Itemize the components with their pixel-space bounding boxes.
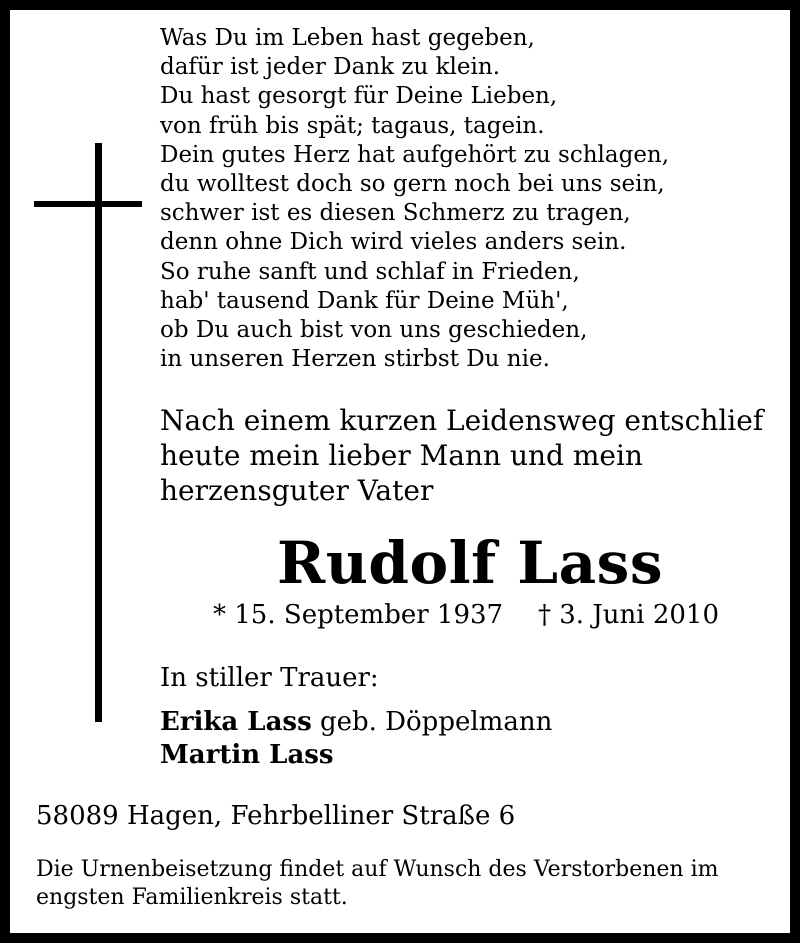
- announcement-line: herzensguter Vater: [160, 474, 434, 507]
- birth-date: * 15. September 1937: [213, 600, 504, 630]
- poem-line: denn ohne Dich wird vieles anders sein.: [160, 229, 627, 256]
- poem-line: ob Du auch bist von uns geschieden,: [160, 317, 588, 344]
- poem-line: hab' tausend Dank für Deine Müh',: [160, 287, 569, 314]
- memorial-poem: [160, 24, 669, 374]
- poem-line: Was Du im Leben hast gegeben,: [160, 25, 535, 51]
- announcement-line: heute mein lieber Mann und mein: [160, 439, 643, 472]
- notice-line: Die Urnenbeisetzung findet auf Wunsch des Verstorbenen im: [36, 857, 719, 882]
- family-member: [160, 706, 552, 739]
- family-member: [160, 739, 552, 772]
- deceased-name: Rudolf Lass: [277, 529, 663, 597]
- mourning-label: In stiller Trauer:: [160, 663, 379, 693]
- poem-line: du wolltest doch so gern noch bei uns sein,: [160, 171, 665, 198]
- poem-line: schwer ist es diesen Schmerz zu tragen,: [160, 200, 631, 227]
- family-member-suffix: geb. Döppelmann: [311, 707, 553, 737]
- family-member-name: Erika Lass: [160, 707, 312, 737]
- address: 58089 Hagen, Fehrbelliner Straße 6: [36, 801, 516, 831]
- poem-line: in unseren Herzen stirbst Du nie.: [160, 346, 550, 373]
- announcement-text: [160, 403, 763, 508]
- family-list: [160, 706, 552, 772]
- cross-horizontal-bar: [34, 201, 142, 207]
- poem-line: von früh bis spät; tagaus, tagein.: [160, 112, 545, 139]
- burial-notice: [36, 856, 718, 912]
- poem-line: dafür ist jeder Dank zu klein.: [160, 54, 501, 81]
- poem-line: Dein gutes Herz hat aufgehört zu schlagen,: [160, 141, 670, 168]
- poem-line: Du hast gesorgt für Deine Lieben,: [160, 83, 558, 110]
- notice-line: engsten Familienkreis statt.: [36, 885, 348, 910]
- cross-vertical-bar: [95, 143, 102, 722]
- family-member-name: Martin Lass: [160, 740, 334, 770]
- death-date: † 3. Juni 2010: [538, 600, 719, 630]
- poem-line: So ruhe sanft und schlaf in Frieden,: [160, 258, 580, 285]
- announcement-line: Nach einem kurzen Leidensweg entschlief: [160, 404, 764, 437]
